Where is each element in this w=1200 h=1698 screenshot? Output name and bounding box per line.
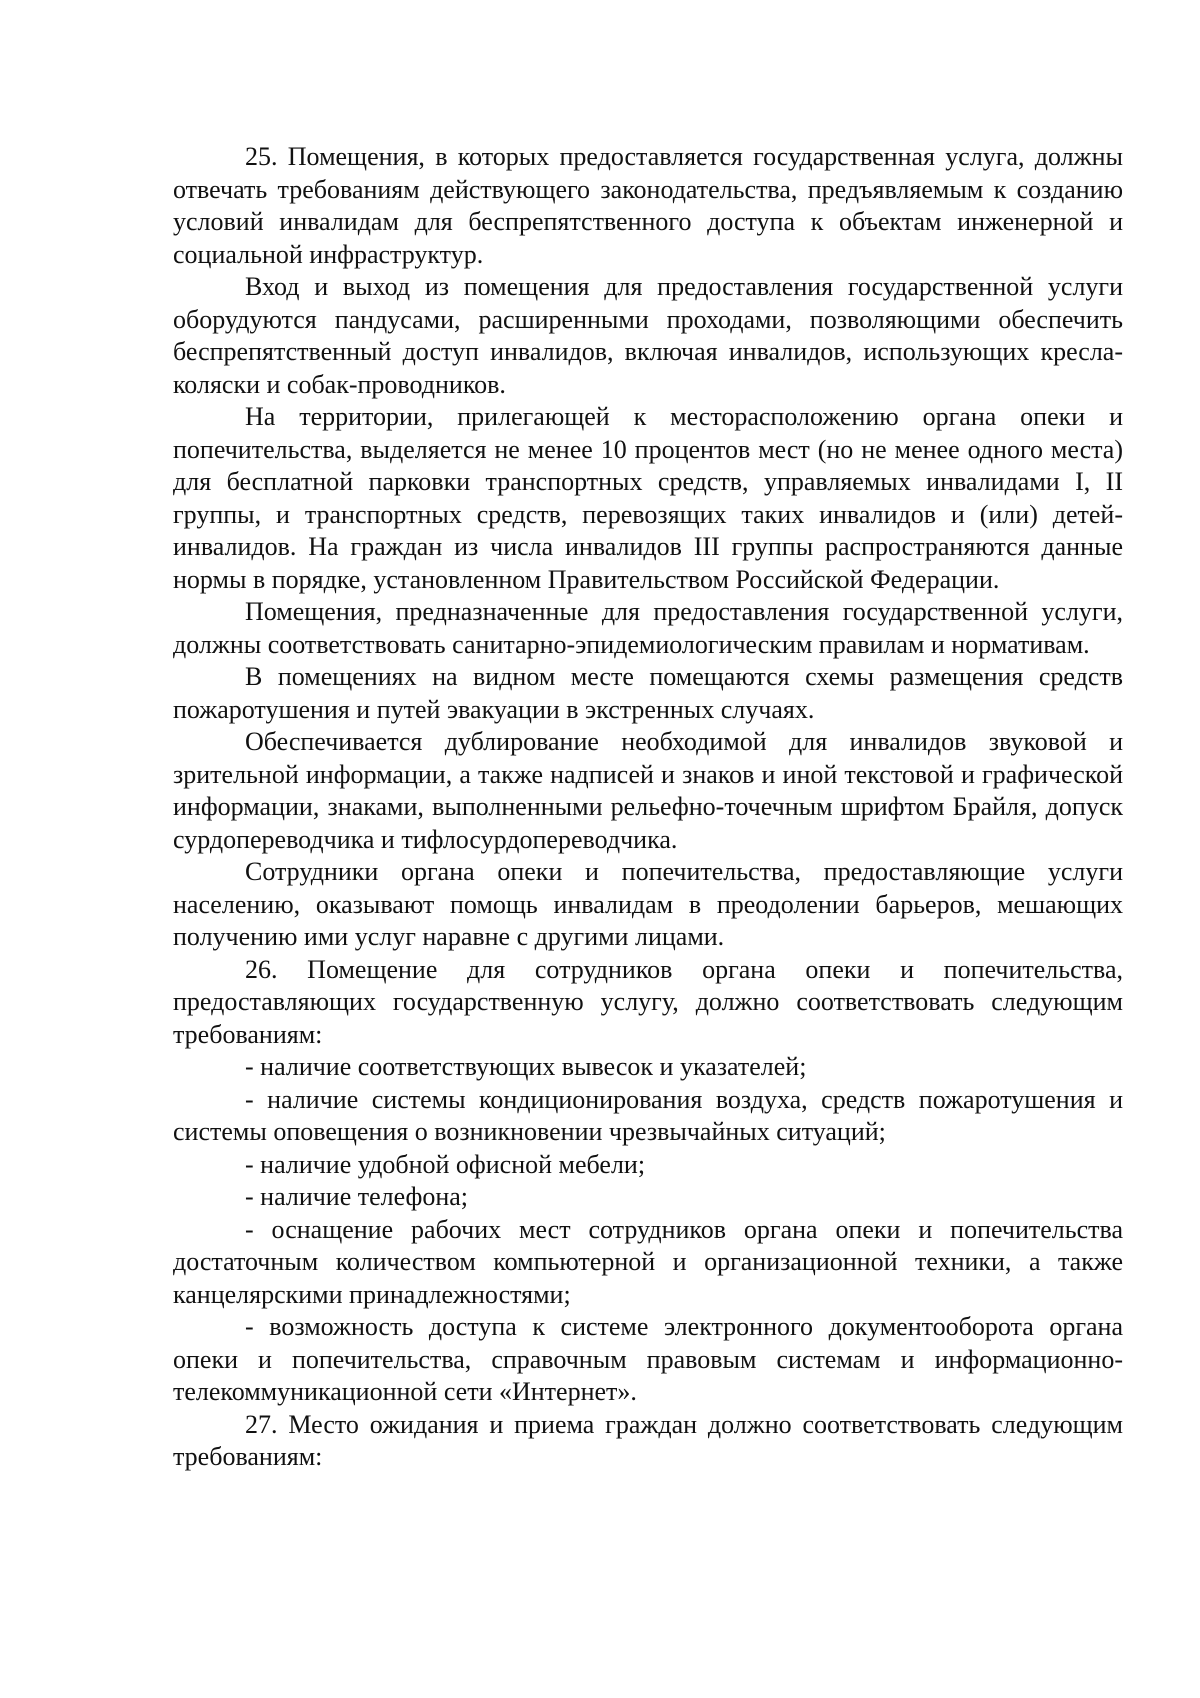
paragraph-26-staff-premises: 26. Помещение для сотрудников органа опеки и попечительства, предоставляющих государственную услугу, должно соответствовать следующим требованиям: — [173, 954, 1123, 1049]
paragraph-sanitary-rules: Помещения, предназначенные для предоставления государственной услуги, должны соответствовать санитарно-эпидемиологическим правилам и нормативам. — [173, 597, 1123, 659]
list-item-workstation-equipment: - оснащение рабочих мест сотрудников органа опеки и попечительства достаточным количеством компьютерной и организационной техники, а также канцелярскими принадлежностями; — [173, 1214, 1123, 1309]
paragraph-parking: На территории, прилегающей к месторасположению органа опеки и попечительства, выделяется не менее 10 процентов мест (но не менее одного места) для бесплатной парковки транспортных средств, управляемых инвалидами I, II группы, и транспортных средств, перевозящих таких инвалидов и (или) детей-инвалидов. На граждан из числа инвалидов III группы распространяются данные нормы в порядке, установленном Правительством Российской Федерации. — [173, 402, 1123, 594]
paragraph-information-duplication: Обеспечивается дублирование необходимой для инвалидов звуковой и зрительной информации, а также надписей и знаков и иной текстовой и графической информации, знаками, выполненными рельефно-точечным шрифтом Брайля, допуск сурдопереводчика и тифлосурдопереводчика. — [173, 727, 1123, 854]
paragraph-27-waiting-area: 27. Место ожидания и приема граждан должно соответствовать следующим требованиям: — [173, 1409, 1123, 1471]
paragraph-staff-assistance: Сотрудники органа опеки и попечительства, предоставляющие услуги населению, оказывают помощь инвалидам в преодолении барьеров, мешающих получению ими услуг наравне с другими лицами. — [173, 857, 1123, 951]
paragraph-evacuation-schemes: В помещениях на видном месте помещаются схемы размещения средств пожаротушения и путей эвакуации в экстренных случаях. — [173, 662, 1123, 724]
list-item-furniture: - наличие удобной офисной мебели; — [245, 1149, 646, 1179]
list-item-air-conditioning: - наличие системы кондиционирования воздуха, средств пожаротушения и системы оповещения о возникновении чрезвычайных ситуаций; — [173, 1084, 1123, 1146]
list-item-document-system-access: - возможность доступа к системе электронного документооборота органа опеки и попечительства, справочным правовым системам и информационно-телекоммуникационной сети «Интернет». — [173, 1312, 1123, 1406]
paragraph-25-premises-requirements: 25. Помещения, в которых предоставляется государственная услуга, должны отвечать требованиям действующего законодательства, предъявляемым к созданию условий инвалидам для беспрепятственного доступа к объектам инженерной и социальной инфраструктур. — [173, 142, 1123, 269]
paragraph-entrance-exit: Вход и выход из помещения для предоставления государственной услуги оборудуются пандусами, расширенными проходами, позволяющими обеспечить беспрепятственный доступ инвалидов, включая инвалидов, использующих кресла-коляски и собак-проводников. — [173, 272, 1123, 399]
list-item-signage: - наличие соответствующих вывесок и указателей; — [245, 1052, 807, 1081]
list-item-telephone: - наличие телефона; — [245, 1182, 469, 1211]
document-body — [173, 141, 1123, 1474]
